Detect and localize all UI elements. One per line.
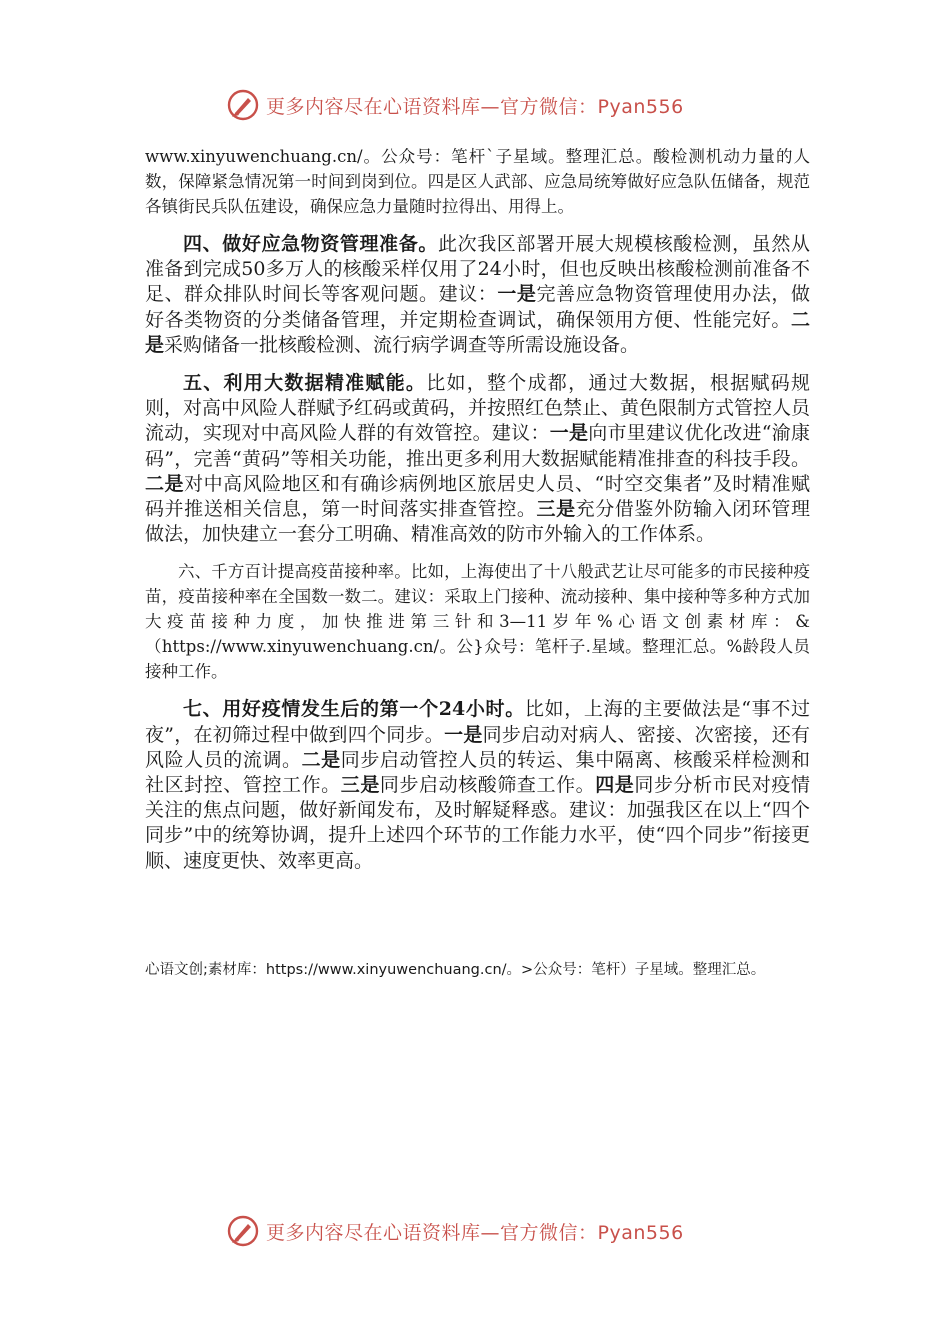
paragraph-section-6: 六、千方百计提高疫苗接种率。比如，上海使出了十八般武艺让尽可能多的市民接种疫苗，疫苗接种率在全国数一数二。建议：采取上门接种、流动接种、集中接种等多种方式加大疫苗接种力度，加快推进第三针和3—11岁年%心语文创素材库：&（https://www.xinyuwenchuang.cn/。公}众号：笔杆子.星域。整理汇总。%龄段人员接种工作。 <box>145 562 810 682</box>
keyword: 一是 <box>497 283 537 306</box>
text: 同步启动管控人员的转运、集中隔离、核酸采样检测和社区封控、管控工作。 <box>145 748 810 797</box>
text: 比如，上海的主要做法是“事不过夜”，在初筛过程中做到四个同步。 <box>145 698 810 746</box>
paragraph-section-7 <box>145 697 810 873</box>
keyword: 四是 <box>595 774 635 797</box>
header-banner <box>0 86 950 126</box>
banner-text: 更多内容尽在心语资料库—官方微信：Pyan556 <box>266 96 684 118</box>
footer-banner <box>0 1212 950 1252</box>
banner-text: 更多内容尽在心语资料库—官方微信：Pyan556 <box>266 1222 684 1244</box>
text: 同步启动核酸筛查工作。 <box>379 774 596 797</box>
document-body <box>145 144 810 874</box>
keyword: 一是 <box>444 723 483 746</box>
paragraph-section-4 <box>145 232 810 358</box>
keyword: 一是 <box>549 422 589 445</box>
text: 充分借鉴外防输入闭环管理做法，加快建立一套分工明确、精准高效的防市外输入的工作体系。 <box>145 498 810 546</box>
text: 对中高风险地区和有确诊病例地区旅居史人员、“时空交集者”及时精准赋码并推送相关信息，第一时间落实排查管控。 <box>145 472 810 521</box>
section-5-heading: 五、利用大数据精准赋能。 <box>183 372 427 395</box>
text: 完善应急物资管理使用办法，做好各类物资的分类储备管理，并定期检查调试，确保领用方便、性能完好。 <box>145 283 810 331</box>
keyword: 三是 <box>340 774 380 797</box>
text: 向市里建议优化改进“渝康码”，完善“黄码”等相关功能，推出更多利用大数据赋能精准排查的科技手段。 <box>145 422 810 470</box>
keyword: 二是 <box>301 748 341 771</box>
paragraph-continuation: www.xinyuwenchuang.cn/。公众号：笔杆`子星域。整理汇总。酸检测机动力量的人数，保障紧急情况第一时间到岗到位。四是区人武部、应急局统筹做好应急队伍储备，规范各镇街民兵队伍建设，确保应急力量随时拉得出、用得上。 <box>145 147 810 216</box>
text: 同步分析市民对疫情关注的焦点问题，做好新闻发布，及时解疑释惑。建议：加强我区在以上“四个同步”中的统筹协调，提升上述四个环节的工作能力水平，使“四个同步”衔接更顺、速度更快、效率更高。 <box>145 774 810 872</box>
text: 同步启动对病人、密接、次密接，还有风险人员的流调。 <box>145 723 810 771</box>
keyword: 二是 <box>145 472 185 495</box>
section-7-heading: 七、用好疫情发生后的第一个24小时。 <box>183 698 525 721</box>
text: 采购储备一批核酸检测、流行病学调查等所需设施设备。 <box>164 333 640 356</box>
pen-logo-icon <box>226 1214 260 1248</box>
footer-source-line: 心语文创;素材库：https://www.xinyuwenchuang.cn/。>公众号：笔杆）子星域。整理汇总。 <box>145 962 766 978</box>
paragraph-section-5 <box>145 371 810 547</box>
text: 此次我区部署开展大规模核酸检测，虽然从准备到完成50多万人的核酸采样仅用了24小时，但也反映出核酸检测前准备不足、群众排队时间长等客观问题。建议： <box>145 233 810 306</box>
keyword: 三是 <box>536 498 576 521</box>
section-4-heading: 四、做好应急物资管理准备。 <box>183 233 438 255</box>
keyword: 二是 <box>145 308 810 356</box>
text: 比如，整个成都，通过大数据，根据赋码规则，对高中风险人群赋予红码或黄码，并按照红色禁止、黄色限制方式管控人员流动，实现对中高风险人群的有效管控。建议： <box>145 372 811 445</box>
pen-logo-icon <box>226 88 260 122</box>
